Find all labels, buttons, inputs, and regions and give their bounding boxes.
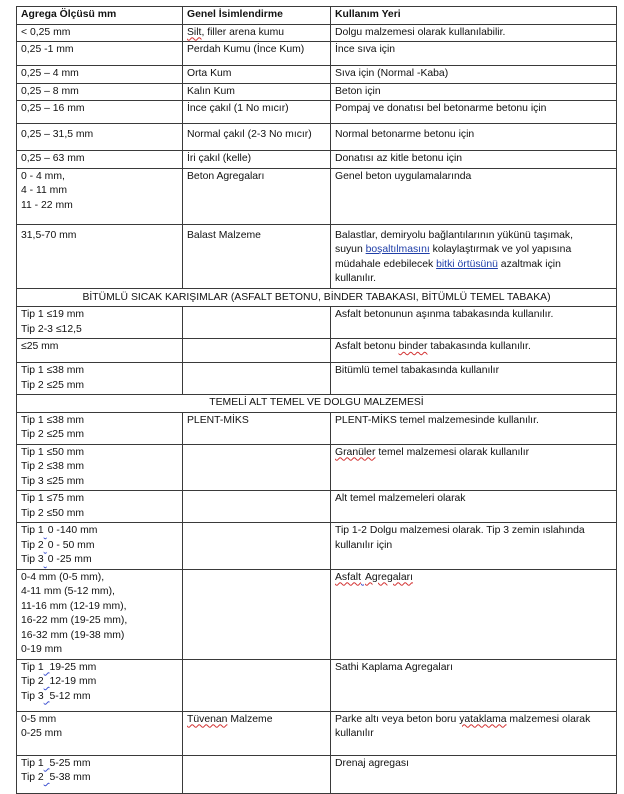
name-cell bbox=[183, 711, 331, 755]
usage-cell: İnce sıva için bbox=[331, 42, 617, 66]
document-table-wrapper bbox=[16, 6, 616, 794]
size-line: Tip 2-3 ≤12,5 bbox=[21, 323, 82, 335]
usage-cell: Pompaj ve donatısı bel betonarme betonu için bbox=[331, 101, 617, 124]
name-cell: Balast Malzeme bbox=[183, 224, 331, 288]
table-row bbox=[17, 42, 617, 66]
size-text: Tip 1 bbox=[21, 757, 44, 769]
name-cell bbox=[183, 755, 331, 793]
size-line bbox=[21, 524, 178, 539]
size-line: 11 - 22 mm bbox=[21, 199, 73, 211]
size-line: 4-11 mm (5-12 mm), bbox=[21, 586, 115, 597]
size-line: 11-16 mm (12-19 mm), bbox=[21, 600, 127, 612]
aggregate-table bbox=[16, 6, 617, 794]
size-text: 12-19 mm bbox=[49, 676, 97, 687]
size-cell bbox=[17, 363, 183, 395]
size-line: Tip 2 ≤25 mm bbox=[21, 379, 85, 391]
table-row bbox=[17, 168, 617, 224]
size-line: 0 - 4 mm, bbox=[21, 170, 65, 182]
size-cell bbox=[17, 339, 183, 363]
table-row bbox=[17, 66, 617, 84]
size-line: 0,25 – 8 mm bbox=[21, 85, 79, 97]
size-line: 0,25 – 31,5 mm bbox=[21, 129, 94, 140]
name-cell bbox=[183, 339, 331, 363]
size-cell bbox=[17, 24, 183, 42]
header-usage: Kullanım Yeri bbox=[331, 7, 617, 25]
usage-cell: Alt temel malzemeleri olarak bbox=[331, 491, 617, 523]
size-line bbox=[21, 539, 178, 554]
size-cell bbox=[17, 444, 183, 491]
size-text: Tip 2 bbox=[21, 676, 44, 687]
size-cell bbox=[17, 659, 183, 711]
section-heading-bitumlu: BİTÜMLÜ SICAK KARIŞIMLAR (ASFALT BETONU, BİNDER TABAKASI, BİTÜMLÜ TEMEL TABAKA) bbox=[17, 288, 617, 307]
size-line: 0-5 mm bbox=[21, 713, 57, 725]
table-row bbox=[17, 339, 617, 363]
size-text: -25 mm bbox=[53, 554, 92, 565]
size-line bbox=[21, 690, 178, 705]
section-heading-temel: TEMELİ ALT TEMEL VE DOLGU MALZEMESİ bbox=[17, 395, 617, 413]
name-text-rest: , filler arena kumu bbox=[201, 26, 285, 38]
size-line: Tip 1 ≤19 mm bbox=[21, 309, 85, 320]
usage-text: kolaylaştırmak ve yol yapısına bbox=[429, 244, 572, 255]
size-text: 5-12 mm bbox=[49, 690, 91, 702]
size-line: Tip 1 ≤75 mm bbox=[21, 493, 85, 504]
table-row bbox=[17, 755, 617, 793]
link-bosaltilmasini[interactable]: boşaltılmasını bbox=[365, 244, 430, 255]
size-text: -140 mm bbox=[53, 525, 98, 536]
size-line bbox=[21, 675, 178, 690]
size-text: Tip 3 bbox=[21, 690, 44, 702]
name-cell: İnce çakıl (1 No mıcır) bbox=[183, 101, 331, 124]
name-cell bbox=[183, 659, 331, 711]
usage-line bbox=[335, 243, 612, 258]
table-row bbox=[17, 412, 617, 444]
size-line: 0-25 mm bbox=[21, 728, 62, 739]
size-line: 0,25 – 4 mm bbox=[21, 68, 79, 79]
usage-cell: Dolgu malzemesi olarak kullanılabilir. bbox=[331, 24, 617, 42]
name-cell bbox=[183, 24, 331, 42]
usage-text-granuler: Granüler bbox=[335, 446, 376, 458]
usage-cell bbox=[331, 339, 617, 363]
size-line bbox=[21, 661, 178, 676]
name-cell bbox=[183, 491, 331, 523]
table-row bbox=[17, 363, 617, 395]
size-line: 0,25 -1 mm bbox=[21, 44, 74, 55]
size-cell bbox=[17, 711, 183, 755]
usage-text: müdahale edebilecek bbox=[335, 258, 437, 270]
size-cell bbox=[17, 66, 183, 84]
usage-cell: Drenaj agregası bbox=[331, 755, 617, 793]
size-cell bbox=[17, 755, 183, 793]
size-cell bbox=[17, 42, 183, 66]
size-line: Tip 1 ≤38 mm bbox=[21, 414, 85, 426]
name-cell: Orta Kum bbox=[183, 66, 331, 84]
size-line: Tip 1 ≤50 mm bbox=[21, 446, 85, 458]
size-text: Tip 3 bbox=[21, 554, 44, 565]
size-line: 0,25 – 16 mm bbox=[21, 103, 85, 114]
usage-text-yataklama: yataklama bbox=[459, 713, 507, 725]
table-row bbox=[17, 491, 617, 523]
usage-text: Asfalt betonu bbox=[335, 341, 399, 352]
section-row bbox=[17, 395, 617, 413]
size-line bbox=[21, 771, 178, 786]
usage-cell: Genel beton uygulamalarında bbox=[331, 168, 617, 224]
table-row bbox=[17, 523, 617, 570]
size-line: Tip 2 ≤25 mm bbox=[21, 429, 85, 440]
usage-cell bbox=[331, 569, 617, 659]
size-line: 16-32 mm (19-38 mm) bbox=[21, 629, 125, 641]
size-cell bbox=[17, 83, 183, 101]
size-text: - 50 mm bbox=[53, 539, 95, 551]
size-text: 19-25 mm bbox=[49, 661, 97, 673]
size-line: 0-19 mm bbox=[21, 644, 62, 655]
usage-line: Tip 1-2 Dolgu malzemesi olarak. Tip 3 zemin ıslahında bbox=[335, 525, 585, 536]
usage-line bbox=[335, 258, 612, 273]
size-line: Tip 2 ≤38 mm bbox=[21, 461, 85, 472]
usage-cell: Sıva için (Normal -Kaba) bbox=[331, 66, 617, 84]
table-row bbox=[17, 711, 617, 755]
table-row bbox=[17, 101, 617, 124]
name-text-tuvenan: Tüvenan bbox=[187, 713, 228, 725]
name-cell bbox=[183, 307, 331, 339]
usage-cell bbox=[331, 523, 617, 570]
name-cell: Perdah Kumu (İnce Kum) bbox=[183, 42, 331, 66]
table-row bbox=[17, 224, 617, 288]
usage-cell: Sathi Kaplama Agregaları bbox=[331, 659, 617, 711]
size-cell bbox=[17, 124, 183, 151]
name-cell: İri çakıl (kelle) bbox=[183, 151, 331, 169]
table-row bbox=[17, 151, 617, 169]
size-cell bbox=[17, 168, 183, 224]
size-cell bbox=[17, 491, 183, 523]
size-text: Tip 2 bbox=[21, 539, 44, 551]
name-cell bbox=[183, 444, 331, 491]
size-line: 16-22 mm (19-25 mm), bbox=[21, 615, 128, 626]
usage-line: Balastlar, demiryolu bağlantılarının yükünü taşımak, bbox=[335, 229, 573, 241]
header-row bbox=[17, 7, 617, 25]
size-line: 4 - 11 mm bbox=[21, 185, 67, 196]
size-line: Tip 3 ≤25 mm bbox=[21, 475, 85, 487]
table-row bbox=[17, 307, 617, 339]
size-text: 0 bbox=[47, 539, 54, 551]
usage-cell bbox=[331, 444, 617, 491]
size-text: 0 bbox=[47, 554, 54, 565]
name-cell bbox=[183, 523, 331, 570]
usage-line bbox=[335, 713, 612, 728]
usage-cell: Beton için bbox=[331, 83, 617, 101]
table-row bbox=[17, 659, 617, 711]
size-text: 5-25 mm bbox=[49, 757, 91, 769]
usage-cell: PLENT-MİKS temel malzemesinde kullanılır. bbox=[331, 412, 617, 444]
name-cell: Kalın Kum bbox=[183, 83, 331, 101]
usage-cell bbox=[331, 711, 617, 755]
size-cell bbox=[17, 224, 183, 288]
name-cell: Normal çakıl (2-3 No mıcır) bbox=[183, 124, 331, 151]
usage-text: tabakasında kullanılır. bbox=[427, 341, 531, 352]
size-line: Tip 1 ≤38 mm bbox=[21, 365, 85, 376]
size-cell bbox=[17, 569, 183, 659]
size-text: 5-38 mm bbox=[49, 772, 91, 783]
usage-text: Parke altı veya beton boru bbox=[335, 713, 460, 725]
size-line: 0,25 – 63 mm bbox=[21, 153, 85, 164]
name-cell bbox=[183, 569, 331, 659]
size-cell bbox=[17, 101, 183, 124]
size-text: Tip 2 bbox=[21, 772, 44, 783]
size-line bbox=[21, 757, 178, 772]
size-cell bbox=[17, 412, 183, 444]
name-text-silt: Silt bbox=[187, 26, 202, 38]
table-row bbox=[17, 444, 617, 491]
size-cell bbox=[17, 151, 183, 169]
size-line bbox=[21, 553, 178, 568]
name-text: Malzeme bbox=[227, 713, 273, 725]
size-cell bbox=[17, 307, 183, 339]
name-cell bbox=[183, 363, 331, 395]
usage-line: kullanılır için bbox=[335, 539, 393, 551]
usage-cell: Asfalt betonunun aşınma tabakasında kullanılır. bbox=[331, 307, 617, 339]
table-row bbox=[17, 124, 617, 151]
usage-cell: Normal betonarme betonu için bbox=[331, 124, 617, 151]
name-cell: PLENT-MİKS bbox=[183, 412, 331, 444]
link-bitki-ortusunu[interactable]: bitki örtüsünü bbox=[436, 258, 498, 270]
table-row bbox=[17, 83, 617, 101]
size-line: < 0,25 mm bbox=[21, 26, 71, 38]
usage-text: azaltmak için bbox=[497, 258, 561, 270]
size-line: ≤25 mm bbox=[21, 341, 59, 352]
usage-text: malzemesi olarak bbox=[506, 713, 591, 725]
size-text: Tip 1 bbox=[21, 525, 44, 536]
size-line: Tip 2 ≤50 mm bbox=[21, 507, 85, 519]
usage-cell bbox=[331, 224, 617, 288]
usage-text-agregalari: Agregaları bbox=[365, 571, 413, 583]
header-general-name: Genel İsimlendirme bbox=[183, 7, 331, 25]
table-row bbox=[17, 569, 617, 659]
size-line: 0-4 mm (0-5 mm), bbox=[21, 571, 105, 583]
usage-line: kullanılır. bbox=[335, 273, 377, 284]
size-text: 0 bbox=[47, 525, 54, 536]
section-row bbox=[17, 288, 617, 307]
size-cell bbox=[17, 523, 183, 570]
size-text: Tip 1 bbox=[21, 661, 44, 673]
size-line: 31,5-70 mm bbox=[21, 229, 77, 241]
usage-text: temel malzemesi olarak kullanılır bbox=[375, 446, 530, 458]
usage-text-binder: binder bbox=[398, 341, 428, 352]
usage-text: suyun bbox=[335, 244, 366, 255]
usage-text-asfalt: Asfalt bbox=[335, 571, 361, 583]
table-row bbox=[17, 24, 617, 42]
usage-line: kullanılır bbox=[335, 728, 374, 739]
usage-cell: Donatısı az kitle betonu için bbox=[331, 151, 617, 169]
name-cell: Beton Agregaları bbox=[183, 168, 331, 224]
header-aggregate-size: Agrega Ölçüsü mm bbox=[17, 7, 183, 25]
usage-cell: Bitümlü temel tabakasında kullanılır bbox=[331, 363, 617, 395]
